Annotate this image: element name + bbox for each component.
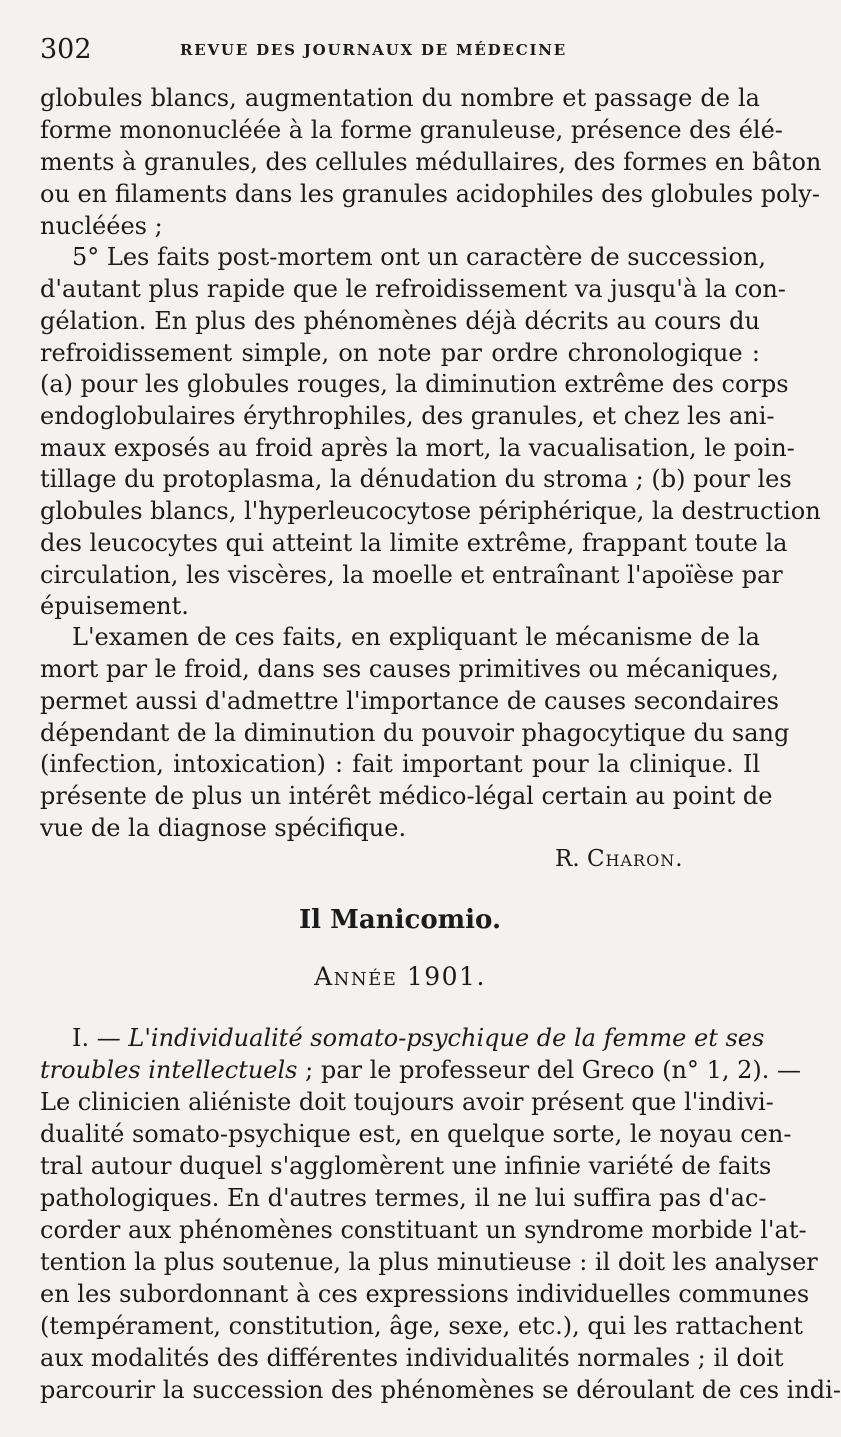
text-line: pathologiques. En d'autres termes, il ne lui suffira pas d'ac- xyxy=(40,1184,767,1212)
text-line: Le clinicien aliéniste doit toujours avoir présent que l'indivi- xyxy=(40,1088,774,1116)
text-line: endoglobulaires érythrophiles, des granules, et chez les ani- xyxy=(40,402,775,430)
text-line: nucléées ; xyxy=(40,212,163,240)
text-line: en les subordonnant à ces expressions individuelles communes xyxy=(40,1280,810,1308)
text-line: d'autant plus rapide que le refroidissement va jusqu'à la con- xyxy=(40,275,786,303)
article-title-line xyxy=(72,1022,765,1054)
text-line: (tempérament, constitution, âge, sexe, etc.), qui les rattachent xyxy=(40,1312,803,1340)
section-title: Il Manicomio. xyxy=(299,905,501,935)
text-line: (a) pour les globules rouges, la diminution extrême des corps xyxy=(40,370,789,398)
text-line: L'examen de ces faits, en expliquant le mécanisme de la xyxy=(72,623,760,651)
author-signature xyxy=(555,843,715,875)
text-line: parcourir la succession des phénomènes se déroulant de ces indi- xyxy=(40,1376,841,1404)
running-head xyxy=(40,32,770,68)
text-line: ou en filaments dans les granules acidophiles des globules poly- xyxy=(40,180,820,208)
text-line: aux modalités des différentes individualités normales ; il doit xyxy=(40,1344,784,1372)
text-line: tention la plus soutenue, la plus minutieuse : il doit les analyser xyxy=(40,1248,818,1276)
article-title-continued: troubles intellectuels xyxy=(40,1056,298,1084)
text-line: dépendant de la diminution du pouvoir phagocytique du sang xyxy=(40,719,790,747)
text-line: corder aux phénomènes constituant un syndrome morbide l'at- xyxy=(40,1216,807,1244)
text-line: présente de plus un intérêt médico-légal certain au point de xyxy=(40,782,773,810)
text-line: circulation, les viscères, la moelle et entraînant l'apoïèse par xyxy=(40,561,783,589)
article-title: L'individualité somato-psychique de la femme et ses xyxy=(128,1024,765,1052)
text-line: globules blancs, augmentation du nombre et passage de la xyxy=(40,84,760,112)
text-line: forme mononucléée à la forme granuleuse, présence des élé- xyxy=(40,116,783,144)
text-line: mort par le froid, dans ses causes primitives ou mécaniques, xyxy=(40,655,779,683)
text-line: tillage du protoplasma, la dénudation du stroma ; (b) pour les xyxy=(40,465,792,493)
signature-initial: R. xyxy=(555,846,580,872)
text-line: vue de la diagnose spécifique. xyxy=(40,814,407,842)
text-line: globules blancs, l'hyperleucocytose périphérique, la destruction xyxy=(40,497,821,525)
page-number: 302 xyxy=(40,34,92,65)
text-line: dualité somato-psychique est, en quelque sorte, le noyau cen- xyxy=(40,1120,792,1148)
journal-title: REVUE DES JOURNAUX DE MÉDECINE xyxy=(180,41,568,59)
section-subtitle: Année 1901. xyxy=(314,962,486,991)
article-numeral: I. — xyxy=(72,1024,129,1052)
text-line: (infection, intoxication) : fait important pour la clinique. Il xyxy=(40,750,760,778)
text-line: épuisement. xyxy=(40,592,189,620)
text-line: maux exposés au froid après la mort, la vacualisation, le poin- xyxy=(40,434,795,462)
text-line: permet aussi d'admettre l'importance de causes secondaires xyxy=(40,687,779,715)
signature-surname: Charon. xyxy=(586,846,684,872)
article-title-line xyxy=(40,1054,801,1086)
text-line: 5° Les faits post-mortem ont un caractère de succession, xyxy=(72,243,766,271)
text-line: gélation. En plus des phénomènes déjà décrits au cours du xyxy=(40,307,760,335)
text-line: tral autour duquel s'agglomèrent une infinie variété de faits xyxy=(40,1152,772,1180)
text-line: des leucocytes qui atteint la limite extrême, frappant toute la xyxy=(40,529,788,557)
text-line: ments à granules, des cellules médullaires, des formes en bâton xyxy=(40,148,822,176)
text-line: refroidissement simple, on note par ordre chronologique : xyxy=(40,339,760,367)
article-attribution: ; par le professeur del Greco (n° 1, 2). — xyxy=(297,1056,801,1084)
